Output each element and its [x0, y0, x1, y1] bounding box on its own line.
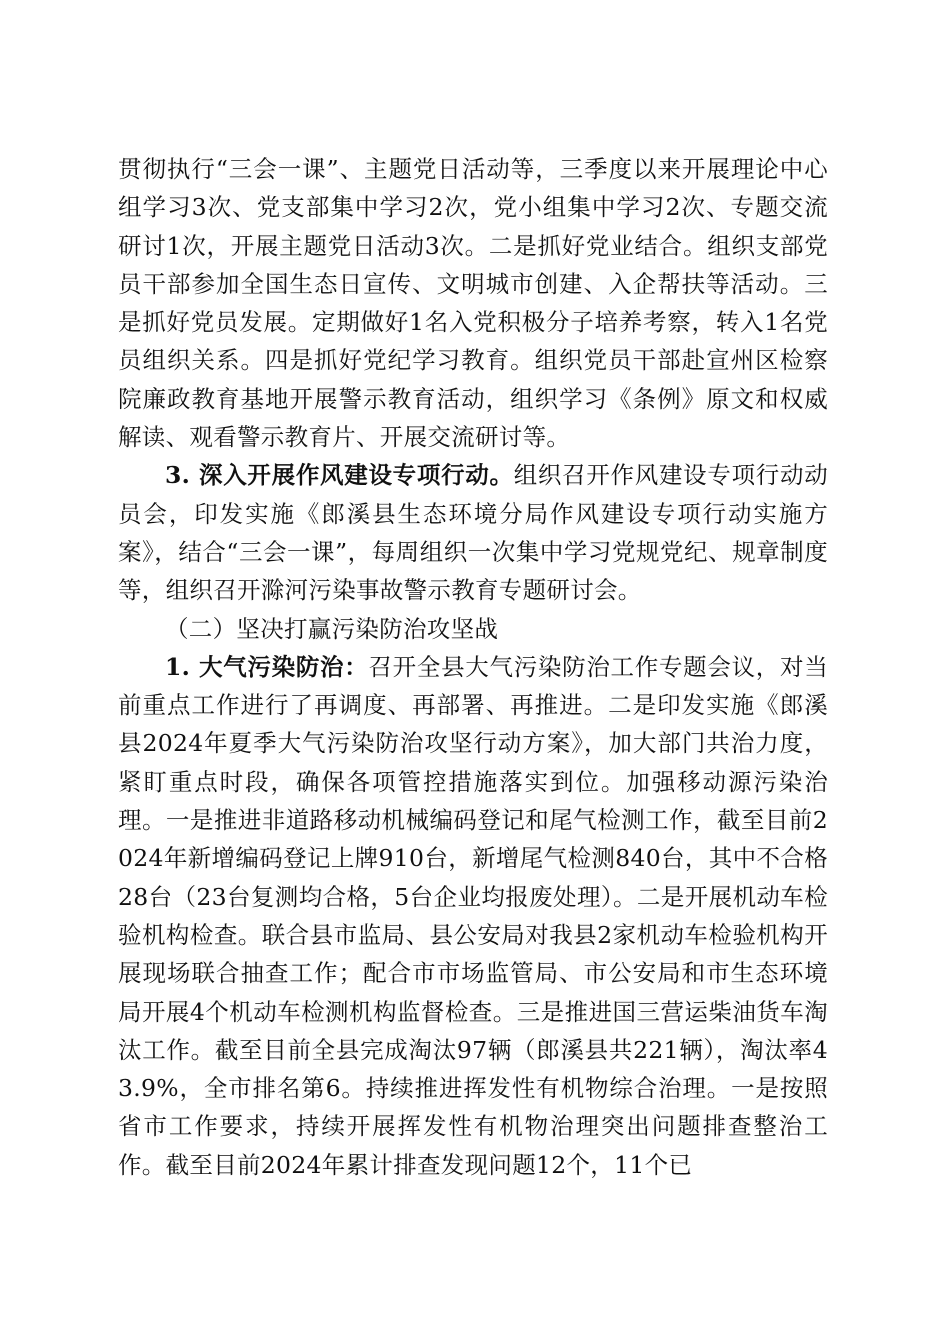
document-body [118, 150, 828, 1184]
paragraph-party-building-continued [118, 150, 828, 456]
paragraph-text: 贯彻执行“三会一课”、主题党日活动等，三季度以来开展理论中心组学习3次、党支部集中学习2次，党小组集中学习2次、专题交流研讨1次，开展主题党日活动3次。二是抓好党业结合。组织支部党员干部参加全国生态日宣传、文明城市创建、入企帮扶等活动。三是抓好党员发展。定期做好1名入党积极分子培养考察，转入1名党员组织关系。四是抓好党纪学习教育。组织党员干部赴宣州区检察院廉政教育基地开展警示教育活动，组织学习《条例》原文和权威解读、观看警示教育片、开展交流研讨等。 [118, 155, 828, 452]
section-heading-text: （二）坚决打赢污染防治攻坚战 [165, 614, 499, 643]
section-heading-pollution-prevention [118, 610, 828, 648]
paragraph-lead-heading: 1. 大气污染防治： [165, 652, 369, 681]
paragraph-lead-heading: 3. 深入开展作风建设专项行动。 [165, 461, 514, 490]
paragraph-text: 召开全县大气污染防治工作专题会议，对当前重点工作进行了再调度、再部署、再推进。二是印发实施《郎溪县2024年夏季大气污染防治攻坚行动方案》，加大部门共治力度，紧盯重点时段，确保各项管控措施落实到位。加强移动源污染治理。一是推进非道路移动机械编码登记和尾气检测工作，截至目前2024年新增编码登记上牌910台，新增尾气检测840台，其中不合格28台（23台复测均合格，5台企业均报废处理）。二是开展机动车检验机构检查。联合县市监局、县公安局对我县2家机动车检验机构开展现场联合抽查工作；配合市市场监管局、市公安局和市生态环境局开展4个机动车检测机构监督检查。三是推进国三营运柴油货车淘汰工作。截至目前全县完成淘汰97辆（郎溪县共221辆），淘汰率43.9%，全市排名第6。持续推进挥发性有机物综合治理。一是按照省市工作要求，持续开展挥发性有机物治理突出问题排查整治工作。截至目前2024年累计排查发现问题12个，11个已 [118, 652, 828, 1179]
paragraph-air-pollution [118, 648, 828, 1184]
paragraph-work-style-campaign [118, 456, 828, 609]
paragraph-text: 组织召开作风建设专项行动动员会，印发实施《郎溪县生态环境分局作风建设专项行动实施方案》，结合“三会一课”，每周组织一次集中学习党规党纪、规章制度等，组织召开滁河污染事故警示教育专题研讨会。 [118, 461, 829, 605]
